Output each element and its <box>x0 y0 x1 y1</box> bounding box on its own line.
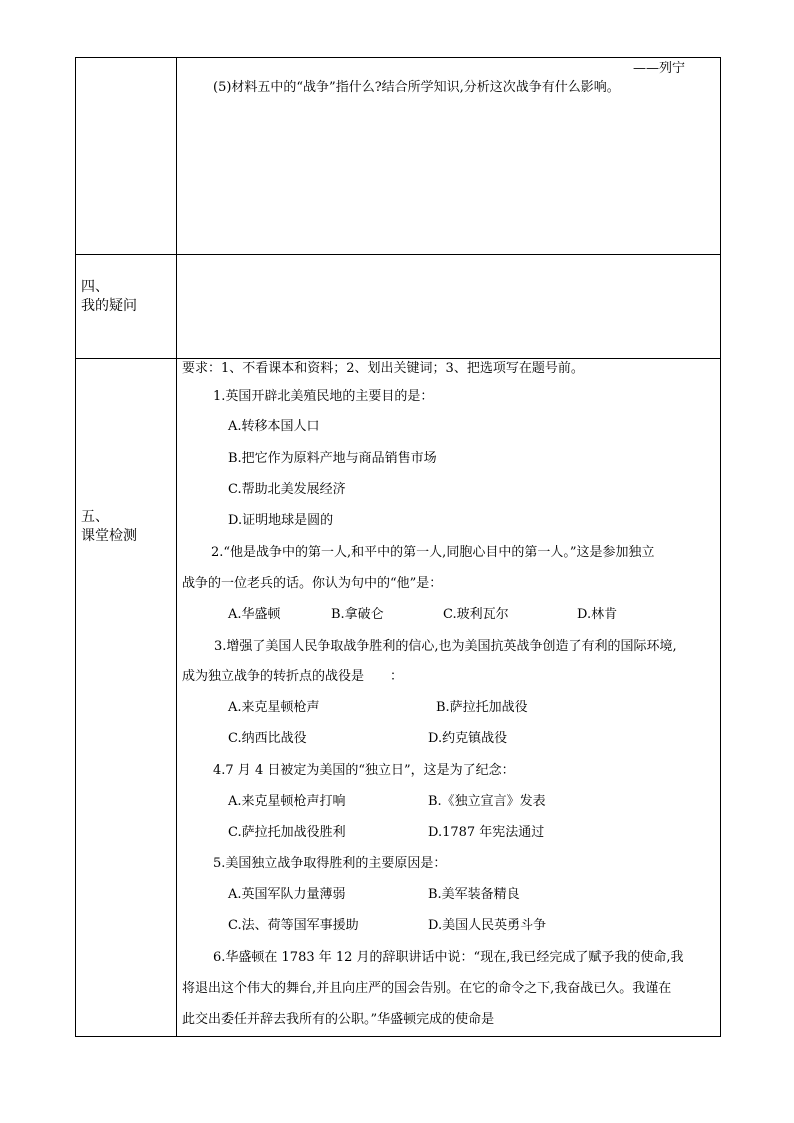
q2-option-b: B.拿破仑 <box>331 607 384 622</box>
row-divider-4-5 <box>75 358 721 359</box>
section-5-title: 课堂检测 <box>81 528 137 544</box>
q4-option-b: B.《独立宣言》发表 <box>428 794 546 809</box>
q5-option-a: A.英国军队力量薄弱 <box>228 887 346 902</box>
quote-attribution: ——列宁 <box>633 61 686 76</box>
q5-option-c: C.法、荷等国军事援助 <box>228 918 359 933</box>
q1-option-b: B.把它作为原料产地与商品销售市场 <box>228 451 437 466</box>
q4-option-c: C.萨拉托加战役胜利 <box>228 825 346 840</box>
section-4-number: 四、 <box>81 279 109 295</box>
q5-option-d: D.美国人民英勇斗争 <box>428 918 547 933</box>
q3-line-1: 3.增强了美国人民争取战争胜利的信心,也为美国抗英战争创造了有利的国际环境, <box>214 639 677 654</box>
q2-option-a: A.华盛顿 <box>228 607 281 622</box>
section-4-title: 我的疑问 <box>81 298 137 314</box>
q1-stem: 1.英国开辟北美殖民地的主要目的是： <box>213 389 434 404</box>
q5-stem: 5.美国独立战争取得胜利的主要原因是： <box>213 856 447 871</box>
q6-line-3: 此交出委任并辞去我所有的公职。”华盛顿完成的使命是 <box>182 1012 495 1027</box>
q2-line-2: 战争的一位老兵的话。你认为句中的“他”是： <box>182 576 443 591</box>
table-bottom-border <box>75 1036 721 1037</box>
q1-option-c: C.帮助北美发展经济 <box>228 482 346 497</box>
table-top-border <box>75 57 721 58</box>
q3-option-c: C.纳西比战役 <box>228 731 307 746</box>
q6-line-1: 6.华盛顿在 1783 年 12 月的辞职讲话中说：“现在,我已经完成了赋予我的使命,我 <box>213 950 684 965</box>
q4-option-d: D.1787 年宪法通过 <box>428 825 545 840</box>
table-right-border <box>720 57 721 1037</box>
q6-line-2: 将退出这个伟大的舞台,并且向庄严的国会告别。在它的命令之下,我奋战已久。我谨在 <box>182 981 672 996</box>
q1-option-d: D.证明地球是圆的 <box>228 513 334 528</box>
q4-stem: 4.7 月 4 日被定为美国的“独立日”，这是为了纪念： <box>213 763 515 778</box>
q5-option-b: B.美军装备精良 <box>428 887 520 902</box>
q3-option-a: A.来克星顿枪声 <box>228 700 320 715</box>
q2-option-d: D.林肯 <box>577 607 618 622</box>
q3-option-b: B.萨拉托加战役 <box>436 700 528 715</box>
q2-line-1: 2.“他是战争中的第一人,和平中的第一人,同胞心目中的第一人。”这是参加独立 <box>211 545 655 560</box>
table-left-border <box>75 57 76 1037</box>
q4-option-a: A.来克星顿枪声打响 <box>228 794 346 809</box>
row-divider-3-4 <box>75 254 721 255</box>
q2-option-c: C.玻利瓦尔 <box>443 607 509 622</box>
q1-option-a: A.转移本国人口 <box>228 419 320 434</box>
q3-line-2: 成为独立战争的转折点的战役是 ： <box>182 669 404 684</box>
q3-option-d: D.约克镇战役 <box>428 731 508 746</box>
section-5-number: 五、 <box>81 509 109 525</box>
requirement-text: 要求：1、不看课本和资料；2、划出关键词；3、把选项写在题号前。 <box>182 361 584 376</box>
column-divider <box>176 57 177 1037</box>
question-5-text: (5)材料五中的“战争”指什么?结合所学知识,分析这次战争有什么影响。 <box>213 80 620 95</box>
